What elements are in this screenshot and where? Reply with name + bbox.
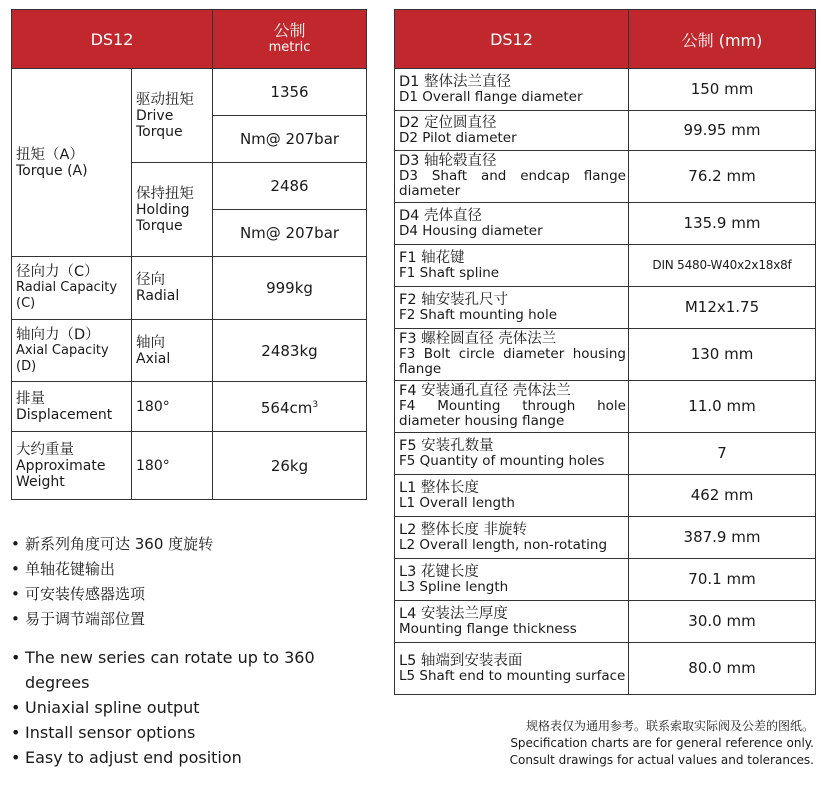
weight-zh: 大约重量 — [16, 441, 74, 458]
table-row — [395, 329, 816, 381]
axial-label — [12, 320, 132, 382]
dimension-label — [395, 245, 629, 287]
weight-en2: Weight — [16, 473, 65, 490]
list-item: • The new series can rotate up to 360 degrees — [11, 645, 331, 695]
dimension-label — [395, 69, 629, 111]
dimension-value: 462 mm — [629, 475, 816, 517]
table-row — [395, 559, 816, 601]
weight-value: 26kg — [213, 432, 367, 500]
list-item: • 新系列角度可达 360 度旋转 — [11, 532, 213, 557]
table-row — [395, 203, 816, 245]
dimension-label — [395, 601, 629, 643]
list-item: • Easy to adjust end position — [11, 745, 331, 770]
weight-label — [12, 432, 132, 500]
torque-label-en: Torque (A) — [16, 162, 88, 179]
dimension-label-en: D4 Housing diameter — [399, 222, 543, 239]
dimension-label-zh: L4 安装法兰厚度 — [399, 605, 508, 622]
dimension-label-zh: F4 安装通孔直径 壳体法兰 — [399, 383, 571, 399]
radial-en2: (C) — [16, 296, 36, 311]
dimension-label-en: L1 Overall length — [399, 494, 515, 511]
dimension-label-en: F1 Shaft spline — [399, 264, 500, 281]
disp-value-sup: 3 — [312, 400, 319, 410]
holding-torque-label — [132, 163, 213, 257]
dimension-label — [395, 517, 629, 559]
list-item: • Install sensor options — [11, 720, 331, 745]
dimension-value: M12x1.75 — [629, 287, 816, 329]
dimension-label-en: D2 Pilot diameter — [399, 129, 517, 146]
dimension-label — [395, 559, 629, 601]
dimension-label — [395, 643, 629, 695]
table-row — [395, 111, 816, 151]
table-row — [395, 287, 816, 329]
drive-en2: Torque — [136, 123, 183, 140]
dimension-label-zh: F5 安装孔数量 — [399, 437, 494, 454]
dimension-label — [395, 475, 629, 517]
dimension-label-zh: F1 轴花键 — [399, 249, 465, 266]
torque-label — [12, 69, 132, 257]
dimension-label-zh: D3 轴轮毂直径 — [399, 153, 497, 169]
drive-torque-label — [132, 69, 213, 163]
dimension-label-en: L3 Spline length — [399, 578, 509, 595]
dimension-label-zh: L1 整体长度 — [399, 479, 479, 496]
header-unit-zh: 公制 — [273, 21, 306, 40]
table-row — [395, 643, 816, 695]
table-row — [395, 245, 816, 287]
radial-zh: 径向力（C） — [16, 264, 99, 280]
dimension-label-en: F3 Bolt circle diameter housing flange — [399, 346, 626, 377]
dimension-label-en: F4 Mounting through hole diameter housing flange — [399, 398, 626, 429]
header-model: DS12 — [12, 10, 213, 69]
disp-en: Displacement — [16, 406, 113, 423]
dimension-label — [395, 381, 629, 433]
drive-en1: Drive — [136, 107, 174, 124]
radial-sub-en: Radial — [136, 288, 180, 304]
dimension-label — [395, 111, 629, 151]
torque-spec-table — [11, 9, 367, 500]
dimension-label-en: D1 Overall flange diameter — [399, 88, 583, 105]
dimension-label — [395, 151, 629, 203]
axial-sub-label — [132, 320, 213, 382]
holding-en1: Holding — [136, 201, 190, 218]
dimension-value: 99.95 mm — [629, 111, 816, 151]
displacement-angle: 180° — [132, 382, 213, 432]
radial-en1: Radial Capacity — [16, 280, 118, 295]
axial-en2: (D) — [16, 358, 37, 374]
dimension-label-zh: L2 整体长度 非旋转 — [399, 521, 528, 538]
dimension-label-en: L5 Shaft end to mounting surface — [399, 667, 626, 684]
dimension-label-zh: L5 轴端到安装表面 — [399, 652, 523, 669]
dimension-label — [395, 329, 629, 381]
table-row — [395, 69, 816, 111]
dimension-label-en: F5 Quantity of mounting holes — [399, 452, 605, 469]
header-unit — [213, 10, 367, 69]
dimension-label-zh: D4 壳体直径 — [399, 207, 482, 224]
spec-disclaimer — [510, 718, 814, 769]
table-row — [395, 517, 816, 559]
dimension-value: 70.1 mm — [629, 559, 816, 601]
holding-torque-value: 2486 — [213, 163, 367, 210]
dimension-label — [395, 433, 629, 475]
dimension-label-zh: F2 轴安装孔尺寸 — [399, 291, 509, 308]
dimension-value: 150 mm — [629, 69, 816, 111]
drive-torque-value: 1356 — [213, 69, 367, 116]
disclaimer-en2: Consult drawings for actual values and tolerances. — [509, 753, 814, 767]
dimension-value: 80.0 mm — [629, 643, 816, 695]
dimension-value: 135.9 mm — [629, 203, 816, 245]
dimension-label-zh: L3 花键长度 — [399, 563, 479, 580]
displacement-value — [213, 382, 367, 432]
torque-label-zh: 扭矩（A） — [16, 146, 84, 163]
dimension-value: 387.9 mm — [629, 517, 816, 559]
disclaimer-zh: 规格表仅为通用参考。联系索取实际阀及公差的图纸。 — [525, 719, 814, 733]
dimension-label-zh: F3 螺栓圆直径 壳体法兰 — [399, 331, 557, 347]
dimension-label-zh: D2 定位圆直径 — [399, 114, 497, 131]
table-row — [395, 151, 816, 203]
list-item: • 单轴花键输出 — [11, 557, 213, 582]
feature-list-zh — [11, 532, 213, 632]
weight-angle: 180° — [132, 432, 213, 500]
dimension-value: DIN 5480-W40x2x18x8f — [629, 245, 816, 287]
dimension-spec-table — [394, 9, 816, 695]
list-item: • 可安装传感器选项 — [11, 582, 213, 607]
dimension-label-en: F2 Shaft mounting hole — [399, 306, 557, 323]
axial-zh: 轴向力（D） — [16, 326, 100, 343]
disp-zh: 排量 — [16, 390, 45, 407]
dimension-label-zh: D1 整体法兰直径 — [399, 73, 511, 90]
list-item: • Uniaxial spline output — [11, 695, 331, 720]
radial-label — [12, 257, 132, 320]
dimension-label-en: Mounting flange thickness — [399, 620, 577, 637]
dimension-label — [395, 287, 629, 329]
dimension-value: 30.0 mm — [629, 601, 816, 643]
weight-en1: Approximate — [16, 457, 106, 474]
table-row — [395, 433, 816, 475]
dimension-value: 130 mm — [629, 329, 816, 381]
disclaimer-en1: Specification charts are for general reference only. — [510, 736, 814, 750]
list-item: • 易于调节端部位置 — [11, 607, 213, 632]
table-row — [395, 601, 816, 643]
dimension-label-en: L2 Overall length, non-rotating — [399, 536, 608, 553]
dimension-value: 11.0 mm — [629, 381, 816, 433]
header-unit-en: metric — [268, 40, 311, 55]
header-model: DS12 — [395, 10, 629, 69]
axial-sub-zh: 轴向 — [136, 334, 165, 351]
table-row — [395, 381, 816, 433]
dimension-label-en: D3 Shaft and endcap flange diameter — [399, 168, 626, 199]
holding-en2: Torque — [136, 217, 183, 234]
dimension-value: 76.2 mm — [629, 151, 816, 203]
axial-value: 2483kg — [213, 320, 367, 382]
holding-torque-unit: Nm@ 207bar — [213, 210, 367, 257]
displacement-label — [12, 382, 132, 432]
drive-torque-unit: Nm@ 207bar — [213, 116, 367, 163]
dimension-label — [395, 203, 629, 245]
axial-sub-en: Axial — [136, 350, 171, 367]
dimension-value: 7 — [629, 433, 816, 475]
radial-sub-zh: 径向 — [136, 272, 165, 288]
holding-zh: 保持扭矩 — [136, 185, 194, 202]
radial-sub-label — [132, 257, 213, 320]
feature-list-en — [11, 645, 331, 770]
disp-value-text: 564cm — [260, 399, 313, 417]
axial-en1: Axial Capacity — [16, 342, 109, 358]
header-unit: 公制 (mm) — [629, 10, 816, 69]
drive-zh: 驱动扭矩 — [136, 91, 194, 108]
radial-value: 999kg — [213, 257, 367, 320]
table-row — [395, 475, 816, 517]
